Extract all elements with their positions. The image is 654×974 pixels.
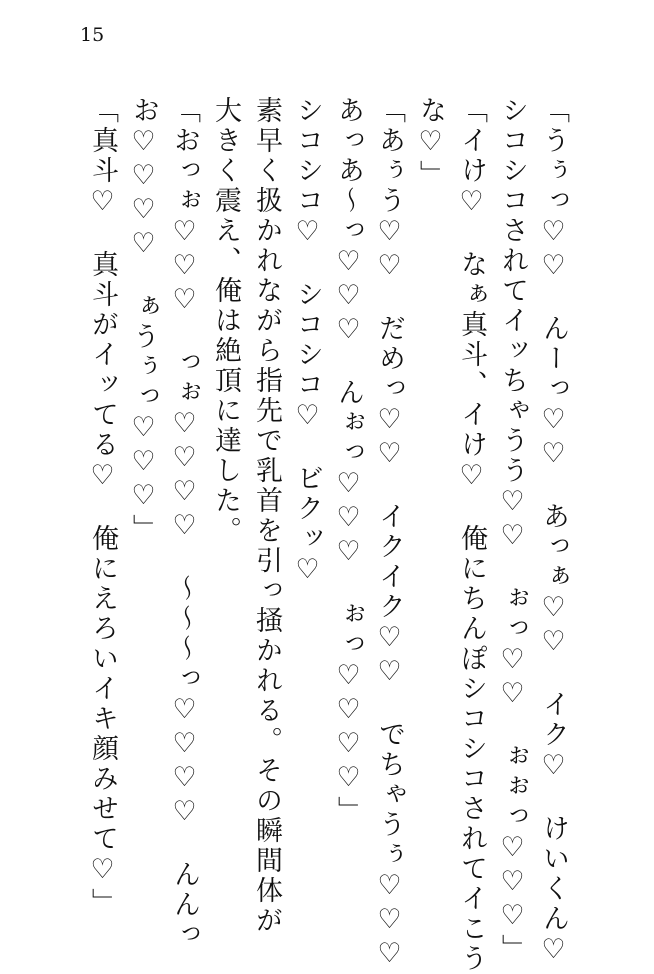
text-column-11: お♡♡♡♡ ぁうぅっ♡♡♡」 [128, 96, 159, 544]
text-column-2: シコシコされてイッちゃうう♡♡ ぉっ♡♡ ぉぉっ♡♡♡」 [497, 96, 528, 964]
text-column-1: 「うぅっ♡♡ んーっ♡♡ あっぁ♡♡ イク♡ けいくん♡ [538, 96, 569, 968]
text-column-10: 「おっぉ♡♡♡ っぉ♡♡♡♡ 〜〜〜っ♡♡♡♡ んんっ [169, 96, 200, 950]
page-number: 15 [80, 24, 105, 46]
text-column-8: 素早く扱かれながら指先で乳首を引っ掻かれる。その瞬間体が [251, 96, 282, 936]
text-column-5: 「あぅう♡♡ だめっ♡♡ イクイク♡♡ でちゃうぅ♡♡♡ [374, 96, 405, 972]
text-column-6: あっあ〜っ♡♡♡ んぉっ♡♡♡ ぉっ♡♡♡♡」 [333, 96, 364, 826]
text-column-4: な♡」 [415, 96, 446, 190]
text-column-12: 「真斗♡ 真斗がイッてる♡ 俺にえろいイキ顔みせて♡」 [87, 96, 118, 918]
text-column-7: シコシコ♡ シコシコ♡ ビクッ♡ [292, 96, 323, 588]
text-column-3: 「イけ♡ なぁ真斗、イけ♡ 俺にちんぽシコシコされてイこう [456, 96, 487, 974]
text-column-9: 大きく震え、俺は絶頂に達した。 [210, 96, 241, 546]
